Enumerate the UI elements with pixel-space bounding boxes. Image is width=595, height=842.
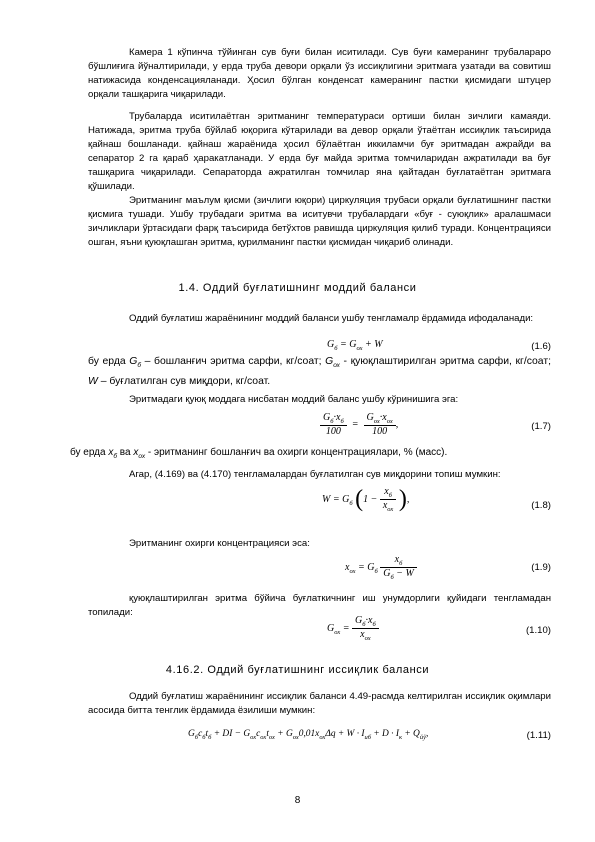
equation-number-1-8: (1.8) (531, 500, 551, 511)
paragraph-heat-balance-intro: Оддий буғлатиш жараёнининг иссиқлик баланси 4.49-расмда келтирилган иссиқлик оқимлари асосида битта тенглик ёрдамида ёзилиши мумкин: (88, 691, 551, 716)
equation-1-9: $x_{ох} = G_б$ $\frac{x_б}{G_б - W}$ (345, 554, 417, 581)
equation-number-1-10: (1.10) (525, 625, 551, 636)
equation-number-1-9: (1.9) (531, 562, 551, 573)
paragraph-material-balance-intro: Оддий буғлатиш жараёнининг моддий баланси ушбу тенгламалр ёрдамида ифодаланади: (129, 313, 534, 324)
equation-number-1-7: (1.7) (531, 421, 551, 432)
paragraph-solute-balance: Эритмадаги қуюқ моддага нисбатан моддий баланс ушбу кўринишига эга: (129, 394, 459, 405)
paragraph-concentrations: бу ерда $x_б$ ва $x_{ох}$ - эритманинг бошланғич ва охирги концентрациялари, % (масс). (70, 447, 448, 460)
equation-1-7: $\frac{G_б\cdot x_б}{100}$ = $\frac{G_{ох}\cdot x_{ох}}{100}$ , (320, 412, 398, 437)
paragraph-water-evaporated: Агар, (4.169) ва (4.170) тенгламалардан буғлатилган сув миқдорини топиш мумкин: (129, 469, 501, 480)
page-number: 8 (294, 795, 301, 806)
paragraph-productivity: қуюқлаштирилган эритма бўйича буғлаткичнинг иш унумдорлиги қуйидаги тенгламадан топилади: (88, 593, 551, 618)
equation-1-8: $W = G_б$ (1 − $\frac{x_б}{x_{ох}}$ ), (322, 486, 410, 513)
equation-number-1-11: (1.11) (526, 730, 551, 741)
equation-1-10: $G_{ох}$ = $\frac{G_б\cdot x_б}{x_{ох}}$ (327, 615, 379, 642)
section-heading-material-balance: 1.4. Оддий буғлатишнинг моддий баланси (178, 282, 417, 294)
paragraph-final-concentration: Эритманинг охирги концентрацияси эса: (129, 538, 310, 549)
equation-1-11: $G_бc_бt_б$ + DI − $G_{ох}c_{ох}t_{ох} + G_{ох}0,01x_{ох}\Delta q + W \cdot I_{иб} + D \cdot I_к + Q_{йў}$, (188, 729, 429, 741)
section-heading-heat-balance: 4.16.2. Оддий буғлатишнинг иссиқлик баланси (165, 664, 430, 676)
paragraph-chamber-heating: Камера 1 кўпинча тўйинган сув буғи билан иситилади. Сув буғи камеранинг трубалараро бўшлиғига йўналтирилади, у ерда труба девори орқали ўз иссиқлигини эритмага узатади ва совитиш натижасида конденсацияланади. Ҳосил бўлган конденсат камеранинг пастки қисмидаги штуцер орқали ташқарига чиқарилади. (88, 47, 551, 100)
paragraph-where-definitions: бу ерда $G_б$ – бошланғич эритма сарфи, кг/соат; $G_{ох}$ - қуюқлаштирилган эритма сарфи, кг/соат; W – буғлатилган сув миқдори, кг/соат. (88, 356, 551, 387)
paragraph-boiling-process: Трубаларда иситилаётган эритманинг температураси ортиши билан зичлиги камаяди. Натижада, эритма труба бўйлаб юқорига кўтарилади ва девор орқали ўтаётган иссиқлик таъсирида қайнаш бошланади. қайнаш жараёнида ҳосил бўлаётган иккиламчи буғ эритмадан ажрайди ва сепаратор 2 га қараб ҳаракатланади. У ерда буғ майда эритма томчиларидан ажратилади ва буғ ташқарига чиқарилади. Сепараторда ажратилган томчилар яна қайтадан буғлатаётган эритмага қўшилади. (88, 111, 551, 192)
paragraph-circulation: Эритманинг маълум қисми (зичлиги юқори) циркуляция трубаси орқали буғлатишнинг пастки қисмига тушади. Ушбу трубадаги эритма ва иситувчи трубалардаги «буғ - суюқлик» аралашмаси зичликлари ўртасидаги фарқ таъсирида бетўхтов равишда циркуляция қилиб туради. Концентрацияси ошган, яъни қуюқлашган эритма, қурилманинг пастки қисмидан чиқариб олинади. (88, 195, 551, 248)
equation-number-1-6: (1.6) (531, 341, 551, 352)
equation-1-6: $G_б = G_{ох} + W$ (327, 339, 383, 352)
